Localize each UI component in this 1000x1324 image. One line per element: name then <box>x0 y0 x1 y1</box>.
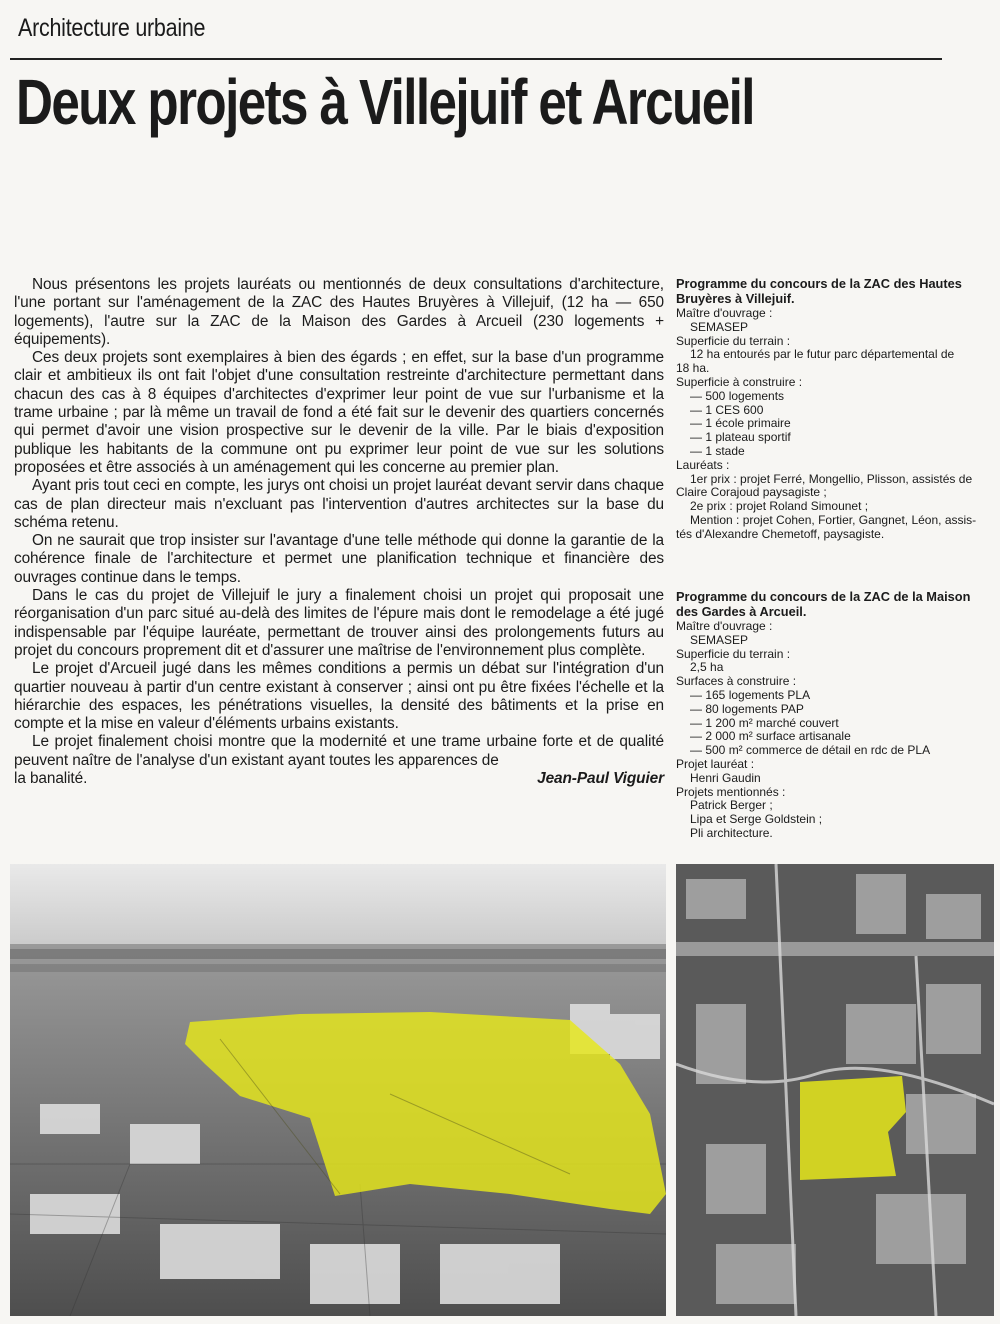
sidebar-line: Superficie du terrain : <box>676 333 791 348</box>
sidebar-heading: Programme du concours de la ZAC de la Maison des Gardes à Arcueil. <box>676 589 971 619</box>
paragraph-5: Dans le cas du projet de Villejuif le jury a finalement choisi un projet qui proposait une réorganisation d'un parc situé au-delà des limites de l'épure mais dont le remodelage a été jugé indispensable par l'équipe lauréate, permettant de trouver ainsi des prolongements futurs au projet du concours proprement dit et d'assurer une maîtrise de l'environnement plus complète. <box>14 587 664 659</box>
arcueil-site-highlight <box>800 1076 906 1180</box>
sidebar-line: Superficie à construire : <box>676 374 803 389</box>
section-label: Architecture urbaine <box>18 14 206 42</box>
sidebar-line: SEMASEP <box>690 319 749 334</box>
aerial-plan-arcueil <box>676 864 994 1316</box>
sidebar-line: — 1 200 m² marché couvert <box>690 715 839 730</box>
sidebar-line: Projets mentionnés : <box>676 784 786 799</box>
paragraph-7: Le projet finalement choisi montre que la modernité et une trame urbaine forte et de qualité peuvent naître de l'analyse d'un existant ayant toutes les apparences de <box>14 733 664 769</box>
sidebar-line: — 1 CES 600 <box>690 402 764 417</box>
sidebar-lines <box>676 307 994 542</box>
sidebar-line: — 1 plateau sportif <box>690 430 791 445</box>
sidebar-line: Patrick Berger ; <box>690 798 773 813</box>
sidebar-line: — 500 m² commerce de détail en rdc de PLA <box>690 743 931 758</box>
sidebar-line: 18 ha. <box>676 361 710 376</box>
sidebar-arcueil <box>676 589 994 841</box>
paragraph-2: Ces deux projets sont exemplaires à bien des égards ; en effet, sur la base d'un programme clair et ambitieux ils ont fait l'objet d'une consultation restreinte d'architecture permettant dans chacun des cas à 8 équipes d'architectes d'exprimer leur point de vue sur l'urbanisme et la trame urbaine ; par là même un travail de fond a été fait sur le devenir des quartiers concernés qui permet d'avoir une vision prospective sur le devenir de la ville. Par le biais d'exposition publique les habitants de la commune ont pu exprimer leur point de vue sur les solutions proposées et être associés à un aménagement qui les concerne au premier plan. <box>14 349 664 476</box>
sidebar-villejuif <box>676 276 994 542</box>
top-rule <box>10 58 942 60</box>
sidebar-line: Mention : projet Cohen, Fortier, Gangnet, Léon, assis- <box>690 512 977 527</box>
sidebar-lines <box>676 620 994 841</box>
sidebar-line: Lipa et Serge Goldstein ; <box>690 812 823 827</box>
sidebar-line: Maître d'ouvrage : <box>676 619 773 633</box>
sidebar-line: Superficie du terrain : <box>676 646 791 661</box>
sidebar-line: — 80 logements PAP <box>690 701 804 716</box>
sidebar-line: Claire Corajoud paysagiste ; <box>676 485 827 500</box>
sidebar-line: — 2 000 m² surface artisanale <box>690 729 851 744</box>
sidebar-line: — 1 école primaire <box>690 416 791 431</box>
article-body <box>14 276 664 789</box>
author-signature: Jean-Paul Viguier <box>537 770 664 788</box>
sidebar-line: Maître d'ouvrage : <box>676 306 773 320</box>
sidebar-line: Lauréats : <box>676 457 730 472</box>
sidebar-line: Pli architecture. <box>690 825 773 840</box>
paragraph-4: On ne saurait que trop insister sur l'avantage d'une telle méthode qui donne la garantie de la cohérence finale de l'architecture et permet une planification technique et financière des ouvrages continue dans le temps. <box>14 532 664 586</box>
sidebar-line: 2,5 ha <box>690 660 724 675</box>
paragraph-7-end: la banalité. <box>14 770 88 788</box>
sidebar-line: 12 ha entourés par le futur parc départemental de <box>690 347 955 362</box>
sidebar-line: — 165 logements PLA <box>690 687 811 702</box>
aerial-plan-arcueil-image <box>676 864 994 1316</box>
sidebar-line: tés d'Alexandre Chemetoff, paysagiste. <box>676 526 885 541</box>
sidebar-line: 2e prix : projet Roland Simounet ; <box>690 499 869 514</box>
sidebar-line: 1er prix : projet Ferré, Mongellio, Plisson, assistés de <box>690 471 973 486</box>
page-title: Deux projets à Villejuif et Arcueil <box>16 66 754 138</box>
sidebar-line: SEMASEP <box>690 632 749 647</box>
aerial-photo-villejuif <box>10 864 666 1316</box>
aerial-photo-villejuif-image <box>10 864 666 1316</box>
sidebar-line: — 500 logements <box>690 388 785 403</box>
paragraph-6: Le projet d'Arcueil jugé dans les mêmes conditions a permis un débat sur l'intégration d'un quartier nouveau à partir d'un centre existant à conserver ; ainsi ont pu être fixées l'échelle et la hiérarchie des espaces, les pénétrations visuelles, la densité des bâtiments et la prise en compte et la mise en valeur d'éléments urbains existants. <box>14 660 664 733</box>
paragraph-1: Nous présentons les projets lauréats ou mentionnés de deux consultations d'architecture, l'une portant sur l'aménagement de la ZAC des Hautes Bruyères à Villejuif, (12 ha — 650 logements), l'autre sur la ZAC de la Maison des Gardes à Arcueil (230 logements + équipements). <box>14 276 664 348</box>
sidebar-heading: Programme du concours de la ZAC des Hautes Bruyères à Villejuif. <box>676 276 962 306</box>
sidebar-line: — 1 stade <box>690 443 745 458</box>
sidebar-line: Henri Gaudin <box>690 770 761 785</box>
sidebar-line: Projet lauréat : <box>676 756 755 771</box>
paragraph-3: Ayant pris tout ceci en compte, les jurys ont choisi un projet lauréat devant servir dans chaque cas de plan directeur mais n'excluant pas l'intervention d'autres architectes sur la base du schéma retenu. <box>14 477 664 531</box>
sidebar-line: Surfaces à construire : <box>676 674 797 689</box>
